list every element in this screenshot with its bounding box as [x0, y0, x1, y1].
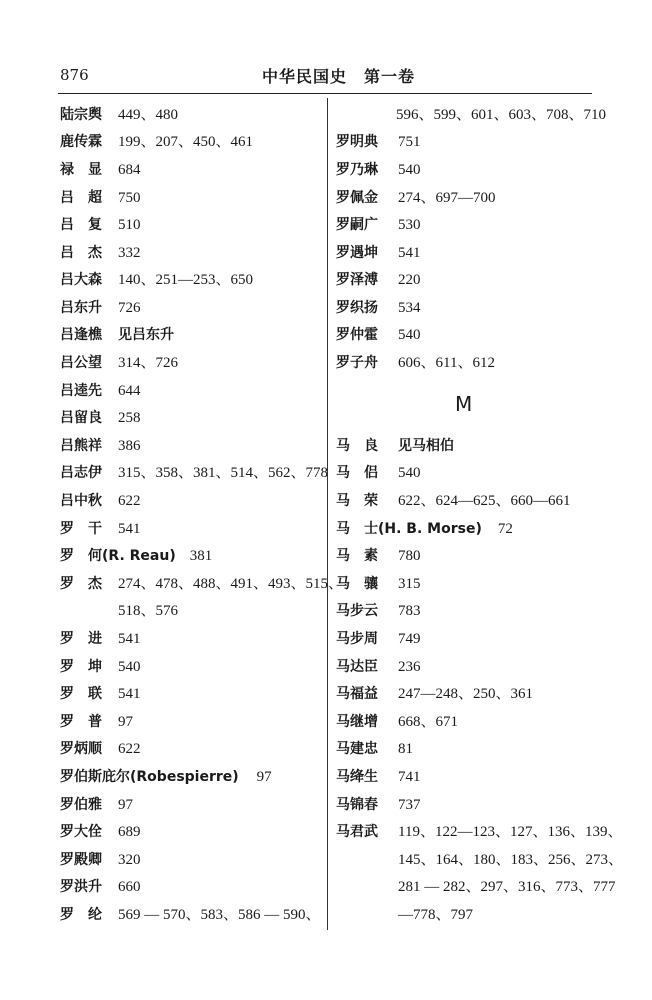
entry-pages: 81	[398, 741, 413, 757]
entry-term: 吕逵先	[60, 383, 102, 399]
entry-term: 吕熊祥	[60, 438, 102, 454]
entry-pages: 386	[118, 438, 141, 454]
index-entry	[60, 795, 133, 815]
entry-term: 罗 干	[60, 521, 102, 537]
index-entry	[336, 188, 496, 208]
entry-continuation: 281 — 282、297、316、773、777	[398, 879, 616, 895]
index-entry	[60, 463, 328, 483]
index-entry	[336, 795, 421, 815]
entry-term: 吕大森	[60, 272, 102, 288]
entry-pages: 780	[398, 548, 421, 564]
entry-pages: 622	[118, 493, 141, 509]
index-entry	[60, 132, 253, 152]
entry-term: 罗 联	[60, 686, 102, 702]
index-entry	[336, 546, 421, 566]
index-entry	[336, 657, 421, 677]
entry-pages: 449、480	[118, 107, 179, 123]
entry-term: 吕留良	[60, 410, 102, 426]
entry-term: 罗伯雅	[60, 797, 102, 813]
entry-pages: 199、207、450、461	[118, 134, 254, 150]
index-entry	[60, 546, 212, 566]
entry-continuation: 596、599、601、603、708、710	[396, 107, 607, 123]
entry-term: 罗洪升	[60, 879, 102, 895]
entry-term: 罗乃琳	[336, 162, 378, 178]
index-entry	[60, 657, 141, 677]
entry-pages: 314、726	[118, 355, 179, 371]
entry-pages: 332	[118, 245, 141, 261]
entry-term: 罗明典	[336, 134, 378, 150]
entry-term: 马锦春	[336, 797, 378, 813]
entry-pages: 622、624—625、660—661	[398, 493, 571, 509]
entry-term: 马福益	[336, 686, 378, 702]
index-entry	[60, 105, 178, 125]
entry-term: 罗 杰	[60, 576, 102, 592]
entry-term: 吕 复	[60, 217, 102, 233]
entry-term: 禄 显	[60, 162, 102, 178]
entry-pages: 726	[118, 300, 141, 316]
entry-pages: 274、478、488、491、493、515、	[118, 576, 344, 592]
entry-pages: 660	[118, 879, 141, 895]
entry-pages: 541	[118, 521, 141, 537]
index-entry	[336, 574, 421, 594]
entry-pages: 749	[398, 631, 421, 647]
entry-pages: 684	[118, 162, 141, 178]
entry-pages: 见吕东升	[118, 327, 174, 343]
entry-pages: 247—248、250、361	[398, 686, 534, 702]
entry-pages: 97	[256, 769, 272, 785]
entry-pages: 689	[118, 824, 141, 840]
entry-continuation: —778、797	[398, 907, 474, 923]
entry-term: 罗 普	[60, 714, 102, 730]
index-entry	[60, 243, 141, 263]
entry-term: 罗织扬	[336, 300, 378, 316]
entry-pages: 540	[398, 465, 421, 481]
entry-pages: 97	[118, 714, 133, 730]
index-entry	[60, 188, 141, 208]
index-entry	[336, 243, 421, 263]
section-letter: M	[455, 392, 473, 416]
entry-continuation: 145、164、180、183、256、273、	[398, 852, 624, 868]
index-entry	[60, 491, 141, 511]
entry-term: 陆宗舆	[60, 107, 102, 123]
entry-pages: 783	[398, 603, 421, 619]
entry-term: 马 士(H. B. Morse)	[336, 521, 482, 537]
entry-term: 吕东升	[60, 300, 102, 316]
entry-pages: 530	[398, 217, 421, 233]
entry-pages: 381	[189, 548, 213, 564]
entry-term: 吕公望	[60, 355, 102, 371]
entry-term: 马继增	[336, 714, 378, 730]
entry-pages: 220	[398, 272, 421, 288]
index-entry	[60, 822, 141, 842]
entry-term: 罗 进	[60, 631, 102, 647]
index-entry	[336, 353, 495, 373]
index-entry	[60, 739, 141, 759]
header-rule	[58, 93, 592, 94]
entry-term: 吕逢樵	[60, 327, 102, 343]
entry-term: 马 骧	[336, 576, 378, 592]
entry-pages: 644	[118, 383, 141, 399]
index-entry	[336, 712, 458, 732]
entry-pages: 737	[398, 797, 421, 813]
index-entry	[60, 629, 141, 649]
index-entry	[60, 325, 174, 345]
entry-pages: 541	[398, 245, 421, 261]
column-divider	[327, 98, 328, 930]
entry-term: 吕中秋	[60, 493, 102, 509]
entry-term: 罗仲霍	[336, 327, 378, 343]
index-entry	[336, 822, 622, 842]
index-entry	[336, 519, 513, 539]
index-entry	[336, 298, 421, 318]
index-entry	[336, 436, 454, 456]
entry-term: 罗泽溥	[336, 272, 378, 288]
index-entry	[60, 850, 141, 870]
entry-pages: 534	[398, 300, 421, 316]
entry-term: 马达臣	[336, 659, 378, 675]
entry-term: 马步云	[336, 603, 378, 619]
entry-pages: 97	[118, 797, 133, 813]
entry-term: 马 素	[336, 548, 378, 564]
index-entry	[336, 270, 421, 290]
index-entry	[60, 767, 272, 787]
entry-pages: 540	[398, 162, 421, 178]
entry-pages: 140、251—253、650	[118, 272, 254, 288]
entry-pages: 668、671	[398, 714, 459, 730]
entry-pages: 236	[398, 659, 421, 675]
index-entry	[60, 160, 141, 180]
entry-term: 罗子舟	[336, 355, 378, 371]
index-entry	[60, 436, 141, 456]
entry-term: 马建忠	[336, 741, 378, 757]
index-entry	[336, 739, 413, 759]
index-entry	[60, 519, 141, 539]
index-entry	[336, 132, 421, 152]
index-entry	[60, 298, 141, 318]
index-entry	[60, 712, 133, 732]
entry-pages: 750	[118, 190, 141, 206]
entry-term: 马 侣	[336, 465, 378, 481]
entry-pages: 541	[118, 686, 141, 702]
entry-term: 鹿传霖	[60, 134, 102, 150]
entry-pages: 741	[398, 769, 421, 785]
entry-term: 罗嗣广	[336, 217, 378, 233]
index-entry	[60, 905, 321, 925]
entry-pages: 315、358、381、514、562、778	[118, 465, 329, 481]
entry-pages: 622	[118, 741, 141, 757]
running-title: 中华民国史 第一卷	[262, 67, 416, 86]
index-entry	[336, 215, 421, 235]
entry-term: 马绛生	[336, 769, 378, 785]
entry-pages: 274、697—700	[398, 190, 496, 206]
entry-term: 罗伯斯庇尔(Robespierre)	[60, 769, 239, 785]
index-entry	[60, 684, 141, 704]
entry-pages: 510	[118, 217, 141, 233]
entry-term: 马 荣	[336, 493, 378, 509]
entry-pages: 540	[118, 659, 141, 675]
entry-term: 马 良	[336, 438, 378, 454]
entry-term: 吕 杰	[60, 245, 102, 261]
entry-pages: 751	[398, 134, 421, 150]
entry-pages: 320	[118, 852, 141, 868]
entry-term: 罗 纶	[60, 907, 102, 923]
entry-term: 吕 超	[60, 190, 102, 206]
index-entry	[336, 601, 421, 621]
entry-term: 罗大佺	[60, 824, 102, 840]
entry-pages: 119、122—123、127、136、139、	[398, 824, 623, 840]
index-entry	[336, 684, 533, 704]
index-entry	[336, 629, 421, 649]
entry-term: 罗佩金	[336, 190, 378, 206]
entry-pages: 606、611、612	[398, 355, 495, 371]
index-entry	[336, 325, 421, 345]
index-entry	[336, 160, 421, 180]
page-number: 876	[60, 66, 89, 84]
entry-term: 罗炳顺	[60, 741, 102, 757]
entry-term: 罗殿卿	[60, 852, 102, 868]
entry-term: 罗 何(R. Reau)	[60, 548, 176, 564]
index-entry	[60, 408, 141, 428]
entry-pages: 315	[398, 576, 421, 592]
index-entry	[336, 463, 421, 483]
index-entry	[60, 877, 141, 897]
entry-pages: 541	[118, 631, 141, 647]
entry-continuation: 518、576	[118, 603, 179, 619]
entry-pages: 见马相伯	[398, 438, 454, 454]
index-entry	[60, 215, 141, 235]
index-entry	[60, 574, 343, 594]
index-entry	[336, 491, 571, 511]
entry-term: 马步周	[336, 631, 378, 647]
entry-term: 马君武	[336, 824, 378, 840]
entry-pages: 569 — 570、583、586 — 590、	[118, 907, 321, 923]
entry-term: 吕志伊	[60, 465, 102, 481]
index-entry	[336, 767, 421, 787]
entry-pages: 540	[398, 327, 421, 343]
entry-term: 罗 坤	[60, 659, 102, 675]
entry-pages: 72	[497, 521, 513, 537]
entry-pages: 258	[118, 410, 141, 426]
entry-term: 罗遇坤	[336, 245, 378, 261]
index-entry	[60, 353, 178, 373]
index-entry	[60, 270, 253, 290]
index-entry	[60, 381, 141, 401]
